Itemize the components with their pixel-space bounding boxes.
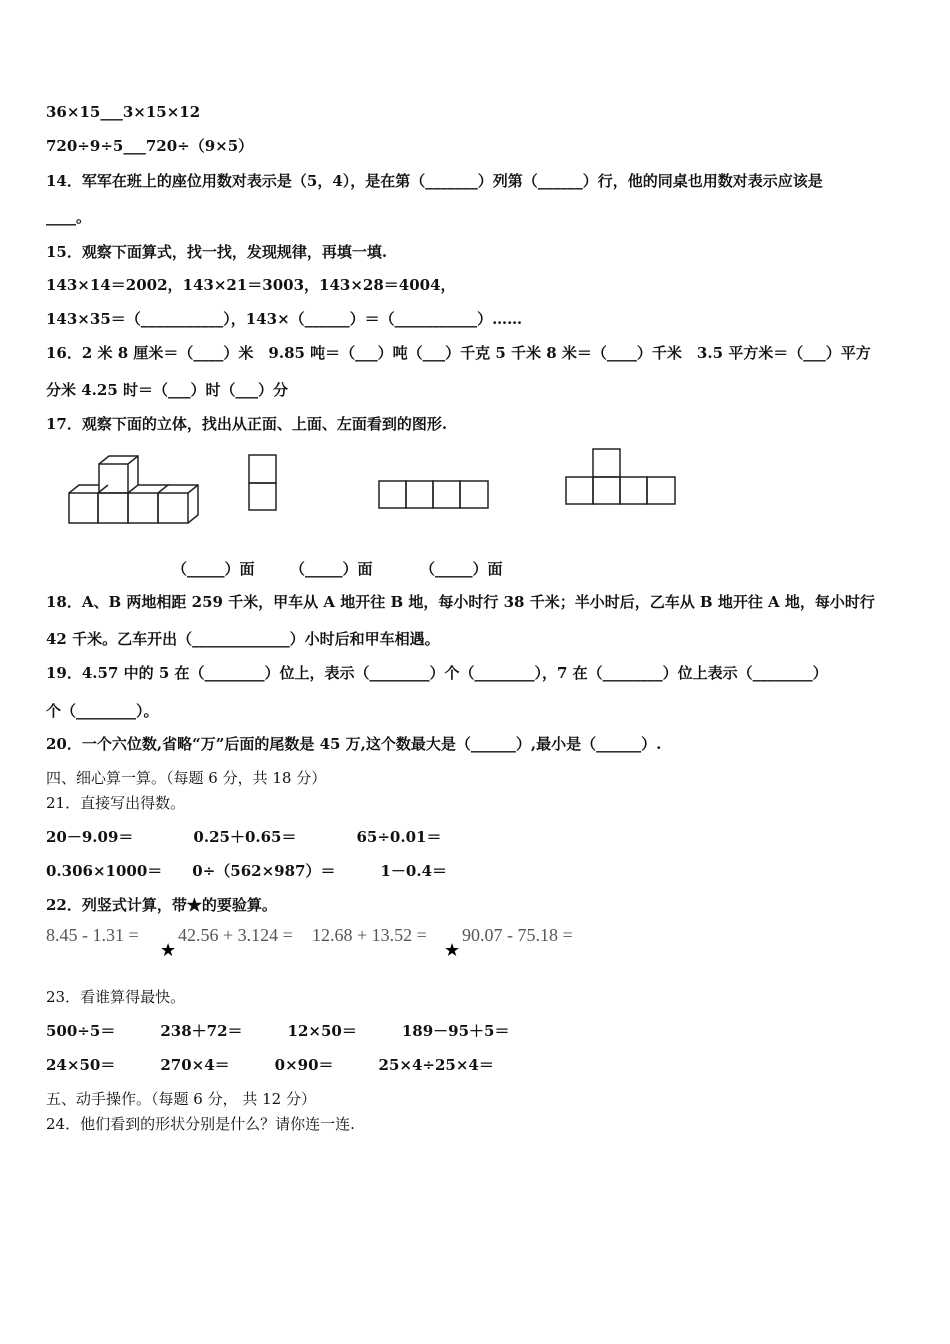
star-icon: ★ bbox=[444, 940, 461, 961]
question-21-row-1: 20－9.09＝ 0.25＋0.65＝ 65÷0.01＝ bbox=[46, 828, 442, 846]
question-23: 23．看谁算得最快。 bbox=[46, 988, 186, 1006]
calc-1: 8.45 - 1.31 = bbox=[46, 925, 139, 945]
question-15: 15．观察下面算式，找一找，发现规律，再填一填. bbox=[46, 243, 388, 261]
view-label-3: （_____）面 bbox=[420, 560, 503, 578]
question-17: 17．观察下面的立体，找出从正面、上面、左面看到的图形. bbox=[46, 415, 448, 433]
calc-4: 90.07 - 75.18 = bbox=[462, 925, 573, 945]
question-23-row-2: 24×50＝ 270×4＝ 0×90＝ 25×4÷25×4＝ bbox=[46, 1056, 494, 1074]
question-14-b: ____。 bbox=[46, 208, 92, 226]
question-18-a: 18．A、B 两地相距 259 千米，甲车从 A 地开往 B 地，每小时行 38 千米；半小时后，乙车从 B 地开往 A 地，每小时行 bbox=[46, 593, 875, 611]
view-shape-t bbox=[565, 448, 678, 506]
question-18-b: 42 千米。乙车开出（_____________）小时后和甲车相遇。 bbox=[46, 630, 440, 648]
calc-3: 12.68 + 13.52 = bbox=[312, 925, 427, 945]
calc-2: 42.56 + 3.124 = bbox=[178, 925, 293, 945]
question-15-a: 143×14＝2002，143×21＝3003，143×28＝4004， bbox=[46, 276, 456, 294]
section-4-heading: 四、细心算一算。（每题 6 分，共 18 分） bbox=[46, 769, 327, 787]
question-21: 21．直接写出得数。 bbox=[46, 794, 186, 812]
view-label-2: （_____）面 bbox=[290, 560, 373, 578]
view-label-1: （_____）面 bbox=[172, 560, 255, 578]
question-23-row-1: 500÷5＝ 238＋72＝ 12×50＝ 189－95＋5＝ bbox=[46, 1022, 510, 1040]
question-22: 22．列竖式计算，带★的要验算。 bbox=[46, 896, 277, 914]
view-shape-vertical bbox=[248, 454, 278, 512]
section-5-heading: 五、动手操作。（每题 6 分， 共 12 分） bbox=[46, 1090, 316, 1108]
question-21-row-2: 0.306×1000＝ 0÷（562×987）＝ 1－0.4＝ bbox=[46, 862, 448, 880]
question-16-b: 分米 4.25 时＝（___）时（___）分 bbox=[46, 381, 288, 399]
view-shape-row bbox=[378, 480, 490, 510]
question-14-a: 14．军军在班上的座位用数对表示是（5，4），是在第（_______）列第（______）行，他的同桌也用数对表示应该是 bbox=[46, 172, 823, 190]
cube-solid-figure bbox=[66, 452, 206, 530]
question-24: 24．他们看到的形状分别是什么？请你连一连. bbox=[46, 1115, 355, 1133]
star-icon: ★ bbox=[160, 940, 177, 961]
line-compare-1: 36×15___3×15×12 bbox=[46, 103, 201, 121]
question-19-a: 19．4.57 中的 5 在（________）位上，表示（________）个（________），7 在（________）位上表示（________） bbox=[46, 664, 828, 682]
question-15-b: 143×35＝（___________），143×（______）＝（___________）…… bbox=[46, 310, 523, 328]
question-16-a: 16．2 米 8 厘米＝（____）米 9.85 吨＝（___）吨（___）千克 5 千米 8 米＝（____）千米 3.5 平方米＝（___）平方 bbox=[46, 344, 871, 362]
question-19-b: 个（________）。 bbox=[46, 702, 159, 720]
question-20: 20．一个六位数,省略“万”后面的尾数是 45 万,这个数最大是（______）,最小是（______）. bbox=[46, 735, 662, 753]
line-compare-2: 720÷9÷5___720÷（9×5） bbox=[46, 137, 254, 155]
